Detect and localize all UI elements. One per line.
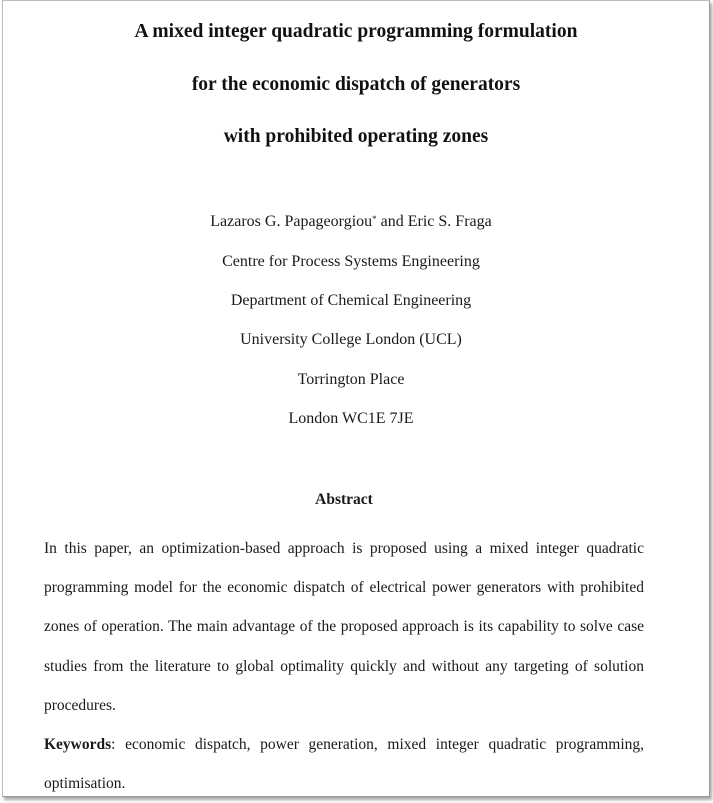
affiliation-line-2: Department of Chemical Engineering <box>230 292 472 309</box>
affiliation-line-4: Torrington Place <box>297 371 405 388</box>
affiliation-line-5: London WC1E 7JE <box>288 410 414 427</box>
title-line-3: with prohibited operating zones <box>223 126 489 147</box>
keywords-label: Keywords <box>44 736 112 753</box>
footnote-mark: * <box>372 214 377 224</box>
affiliation-line-3: University College London (UCL) <box>240 331 462 348</box>
keywords-paragraph <box>44 726 644 803</box>
author-rest: and Eric S. Fraga <box>376 213 492 230</box>
abstract-body: In this paper, an optimization-based approach is proposed using a mixed integer quadratic programming model for the economic dispatch of electrical power generators with prohibited zones of operation. The main advantage of the proposed approach is its capability to solve case studies from the literature to global optimality quickly and without any targeting of solution procedures. <box>44 540 644 714</box>
paper-page <box>2 0 710 797</box>
author-line <box>3 212 699 232</box>
author-first: Lazaros G. Papageorgiou <box>210 213 373 230</box>
abstract-heading: Abstract <box>315 491 373 508</box>
title-line-2: for the economic dispatch of generators <box>191 74 521 95</box>
keywords-text: : economic dispatch, power generation, mixed integer quadratic programming, optimisation. <box>44 736 644 792</box>
affiliation-line-1: Centre for Process Systems Engineering <box>222 253 480 270</box>
title-line-1: A mixed integer quadratic programming formulation <box>134 21 578 42</box>
